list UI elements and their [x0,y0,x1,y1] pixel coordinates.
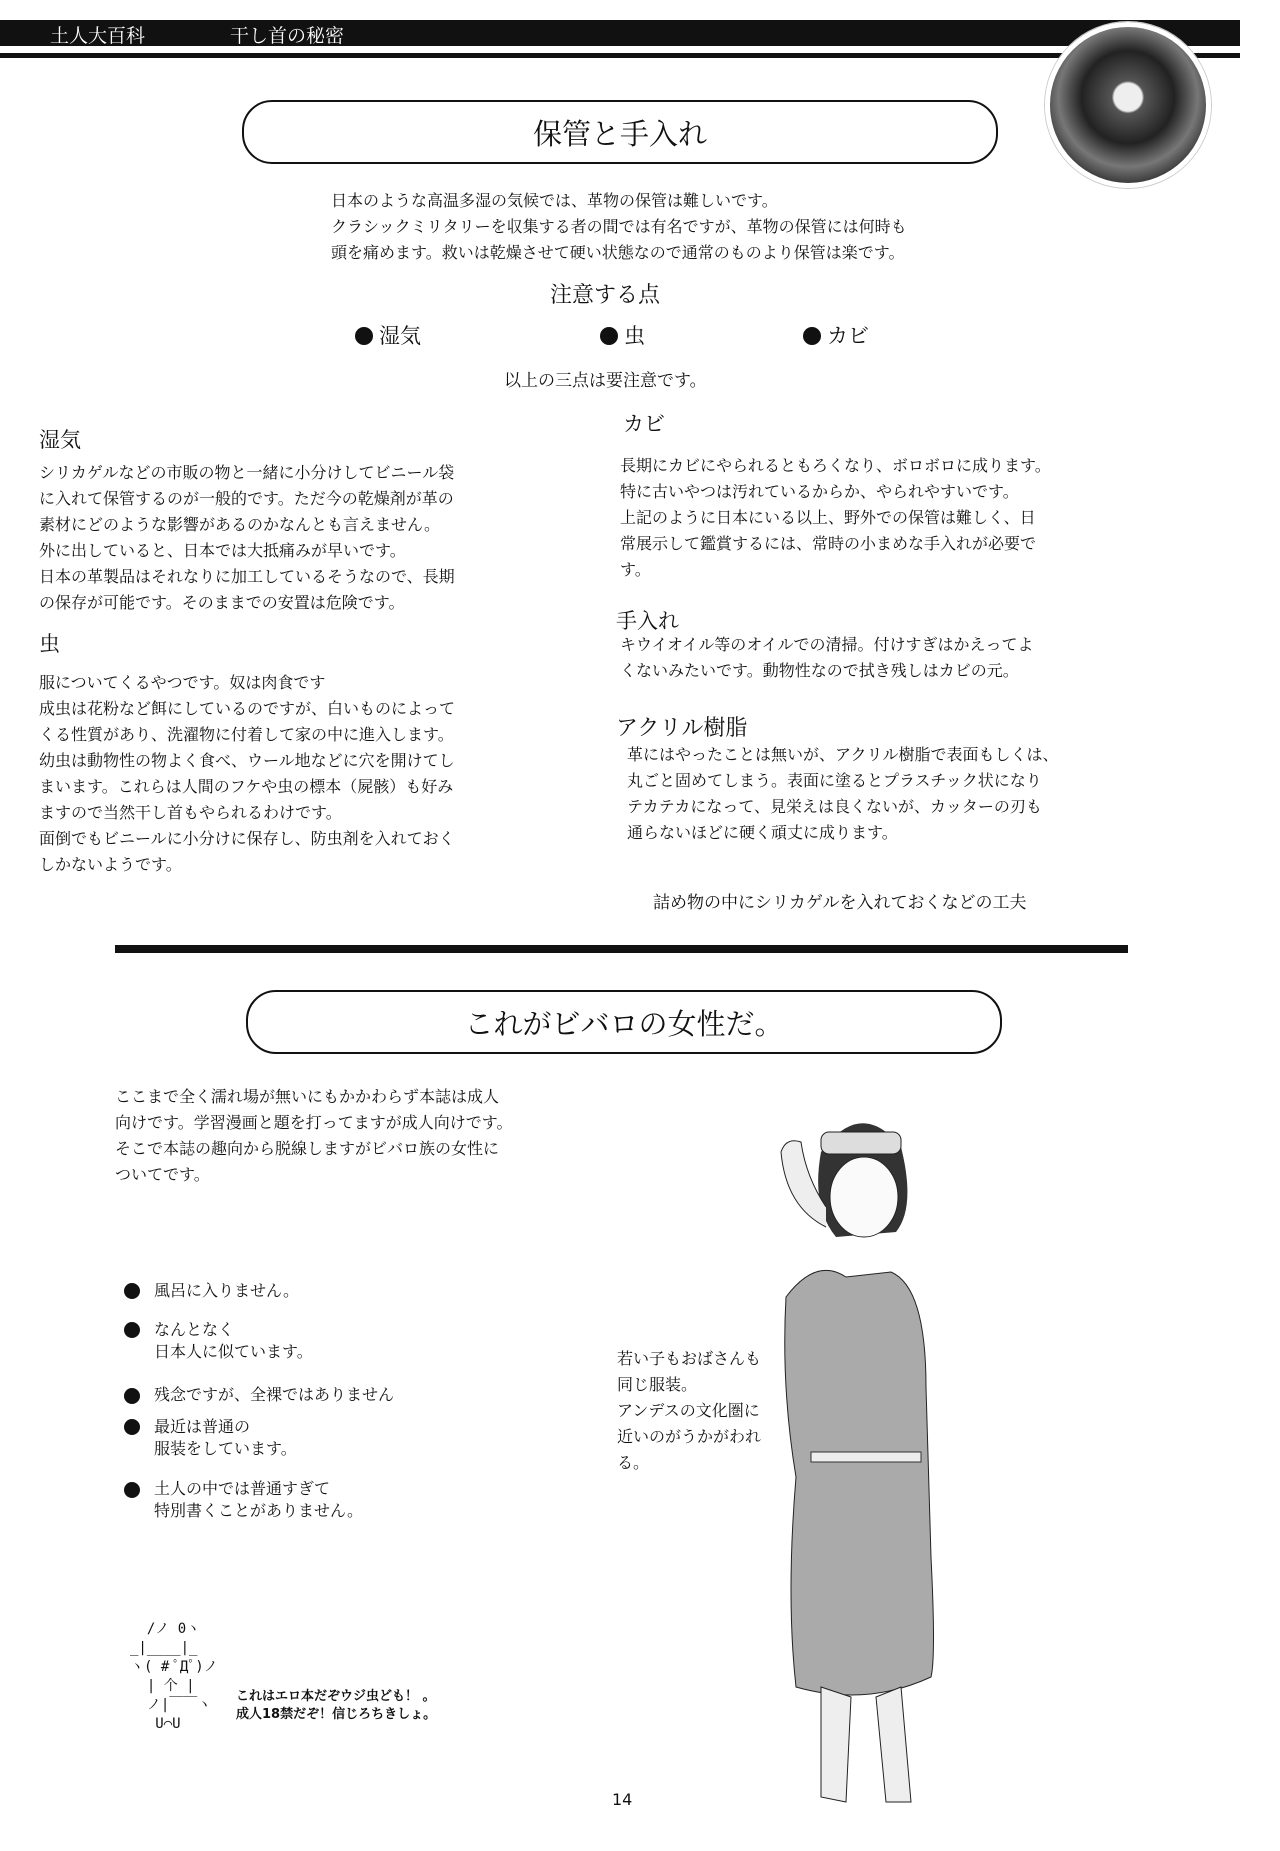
section-divider [115,945,1128,953]
trait-1: 風呂に入りません。 [154,1281,299,1300]
bullet-icon [803,327,821,345]
trait-4: 最近は普通の 服装をしています。 [154,1417,297,1458]
trait-5: 土人の中では普通すぎて 特別書くことがありません。 [154,1479,363,1520]
mold-heading: カビ [623,412,665,436]
book-title: 土人大百科 [50,25,146,47]
acrylic-heading: アクリル樹脂 [616,716,748,741]
mold-body: 長期にカビにやられるともろくなり、ボロボロに成ります。 特に古いやつは汚れているからか、やられやすいです。 上記のように日本にいる以上、野外での保管は難しく、日 常展示して鑑賞するには、常時の小まめな手入れが必要で す。 [620,456,1051,579]
section-title-bibaro-woman: これがビバロの女性だ。 [246,990,1002,1054]
bullet-icon [124,1388,140,1404]
care-heading: 手入れ [616,609,679,633]
shrunken-head-photo [1045,22,1211,188]
header-rule [0,53,1240,58]
caution-note: 以上の三点は要注意です。 [504,371,707,391]
trait-3: 残念ですが、全裸ではありません [154,1385,395,1404]
humidity-heading: 湿気 [39,428,81,452]
bullet-icon [124,1419,140,1435]
care-body: キウイオイル等のオイルでの清掃。付けすぎはかえってよ くないみたいです。動物性なので拭き残しはカビの元。 [620,635,1034,680]
caution-insects: 虫 [600,320,645,350]
bullet-icon [355,327,373,345]
section-title-storage: 保管と手入れ [242,100,998,164]
bullet-icon [124,1482,140,1498]
storage-intro: 日本のような高温多湿の気候では、革物の保管は難しいです。 クラシックミリタリーを収集する者の間では有名ですが、革物の保管には何時も 頭を痛めます。救いは乾燥させて硬い状態なので通常のものより保管は楽です。 [331,191,907,262]
bullet-icon [124,1283,140,1299]
storage-tip: 詰め物の中にシリカゲルを入れておくなどの工夫 [653,893,1027,913]
bibaro-woman-illustration [726,1057,986,1827]
caution-humidity: 湿気 [355,320,421,350]
ascii-art: /ノ 0ヽ _|____|_ ヽ( # ﾟДﾟ)ノ | 个 | ノ|￣￣ヽ U⌒U [130,1621,218,1732]
adult-warning: これはエロ本だぞウジ虫ども！ 。 成人18禁だぞ！信じろちきしょ。 [236,1689,437,1722]
side-note: 若い子もおばさんも 同じ服装。 アンデスの文化圏に 近いのがうかがわれ る。 [617,1349,762,1472]
bullet-icon [124,1322,140,1338]
caution-heading: 注意する点 [550,283,661,308]
page-number: 14 [612,1790,633,1809]
insects-body: 服についてくるやつです。奴は肉食です 成虫は花粉など餌にしているのですが、白いものによって くる性質があり、洗濯物に付着して家の中に進入します。 幼虫は動物性の物よく食べ、ウール地などに穴を開けてし まいます。これらは人間のフケや虫の標本（屍骸）も好み ますので当然干し首もやられるわけです。 面倒でもビニールに小分けに保存し、防虫剤を入れておく しかないようです。 [39,673,456,874]
trait-2: なんとなく 日本人に似ています。 [154,1320,313,1361]
chapter-title: 干し首の秘密 [230,25,345,47]
caution-mold: カビ [803,320,869,350]
acrylic-body: 革にはやったことは無いが、アクリル樹脂で表面もしくは、 丸ごと固めてしまう。表面に塗るとプラスチック状になり テカテカになって、見栄えは良くないが、カッターの刃も 通らないほどに硬く頑丈に成ります。 [627,745,1059,842]
bullet-icon [600,327,618,345]
humidity-body: シリカゲルなどの市販の物と一緒に小分けしてビニール袋 に入れて保管するのが一般的です。ただ今の乾燥剤が革の 素材にどのような影響があるのかなんとも言えません。 外に出していると、日本では大抵痛みが早いです。 日本の革製品はそれなりに加工しているそうなので、長期 の保存が可能です。そのままでの安置は危険です。 [39,463,455,612]
header-bar [0,20,1240,46]
bibaro-intro: ここまで全く濡れ場が無いにもかかわらず本誌は成人 向けです。学習漫画と題を打ってますが成人向けです。 そこで本誌の趣向から脱線しますがビバロ族の女性に ついてです。 [115,1087,513,1184]
insects-heading: 虫 [39,632,60,656]
